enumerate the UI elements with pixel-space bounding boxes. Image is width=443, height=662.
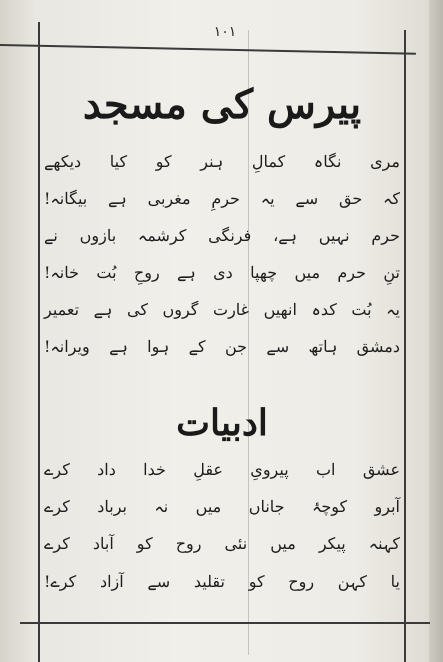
poem1-line-5: یہ بُت کدہ انھیں غارت گروں کی ہے تعمیر xyxy=(44,300,400,319)
poem-title-paris-mosque: پیرس کی مسجد xyxy=(82,81,362,128)
poem1-line-3: حرم نہیں ہے، فرنگی کرشمہ بازوں نے xyxy=(44,226,400,245)
poem2-line-2: آبرو کوچۂ جاناں میں نہ برباد کرے xyxy=(44,497,400,516)
poem1-line-4: تنِ حرم میں چھپا دی ہے روحِ بُت خانہ! xyxy=(44,263,400,282)
border-top-rule xyxy=(0,44,416,55)
poem2-line-4: یا کہن روح کو تقلید سے آزاد کرے! xyxy=(44,572,400,591)
poem2-line-3: کہنہ پیکر میں نئی روح کو آباد کرے xyxy=(44,534,400,553)
border-left-rule xyxy=(38,22,40,662)
page-number: ۱۰۱ xyxy=(213,24,237,40)
poem1-line-6: دمشق ہاتھ سے جن کے ہوا ہے ویرانہ! xyxy=(44,337,400,356)
poem-title-literature: ادبیات xyxy=(176,402,268,444)
poem1-line-2: کہ حق سے یہ حرمِ مغربی ہے بیگانہ! xyxy=(44,189,400,208)
border-bottom-rule xyxy=(20,622,430,624)
page-gutter xyxy=(429,0,443,662)
poem1-line-1: مری نگاہ کمالِ ہنر کو کیا دیکھے xyxy=(44,152,400,171)
border-right-rule xyxy=(404,30,406,662)
poem2-line-1: عشق اب پیرویِ عقلِ خدا داد کرے xyxy=(44,460,400,479)
